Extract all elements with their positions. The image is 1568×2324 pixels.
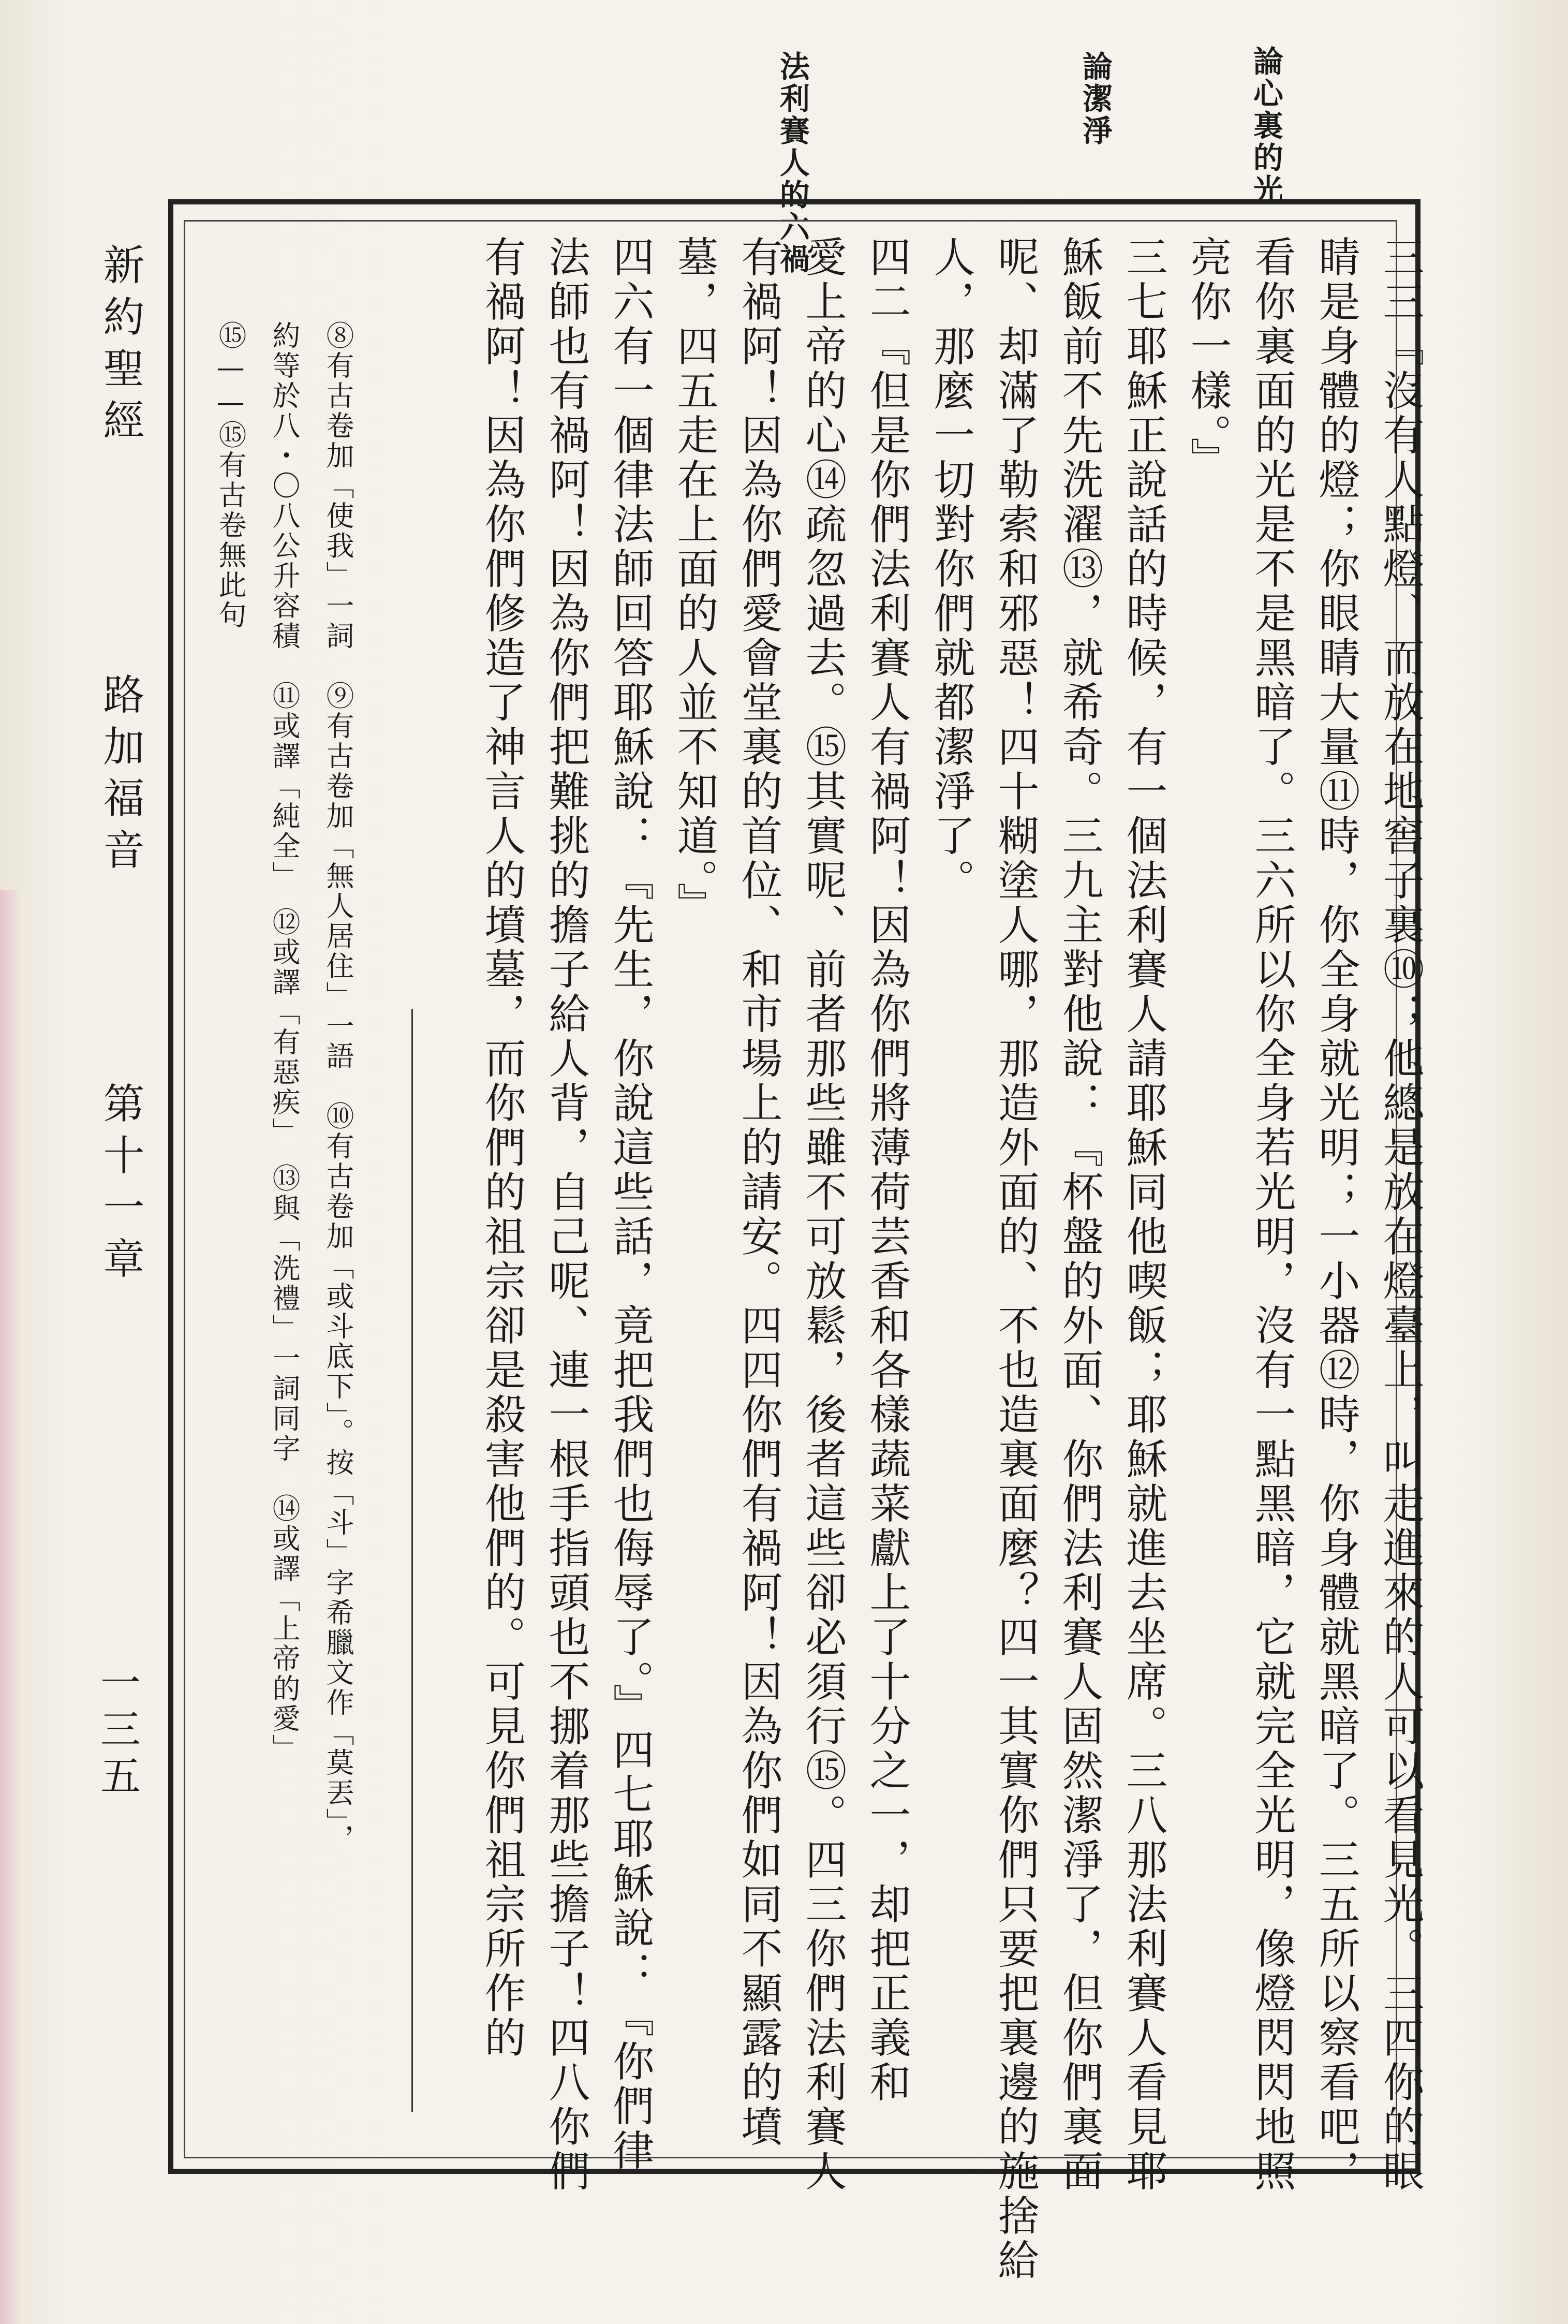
footnote-column: ⑮——⑮有古卷無此句: [214, 321, 247, 630]
footnotes: [197, 321, 358, 2143]
footnote-separator: [411, 1009, 413, 2112]
text-column: 睛是身體的燈；你眼睛大量⑪時，你全身就光明；一小器⑫時，你身體就黑暗了。三五所以察看吧，: [1312, 236, 1360, 2194]
text-column: 愛上帝的心⑭疏忽過去。⑮其實呢、前者那些雖不可放鬆，後者這些卻必須行⑮。四三你們法利賽人: [798, 236, 847, 2194]
text-column: 墓，四五走在上面的人並不知道。』: [670, 236, 718, 927]
chapter-title: 第十一章: [96, 1082, 144, 1289]
book-title: 新約聖經: [96, 243, 144, 450]
text-column: 呢、却滿了勒索和邪惡！四十糊塗人哪，那造外面的、不也造裏面麼？四一其實你們只要把裏邊的施捨給: [991, 236, 1039, 2283]
text-column: 穌飯前不先洗濯⑬，就希奇。三九主對他說：『杯盤的外面、你們法利賽人固然潔淨了，但你們裏面: [1055, 236, 1103, 2194]
text-column: 法師也有禍阿！因為你們把難挑的擔子給人背，自己呢、連一根手指頭也不挪着那些擔子！四八你們: [542, 236, 590, 2194]
page-edge-stain: [0, 890, 21, 2324]
text-column: 人，那麼一切對你們就都潔淨了。: [927, 236, 975, 903]
text-column: 三三『沒有人點燈、而放在地窖子裏⑩；他總是放在燈臺上，叫走進來的人可以看見光。三四你的眼: [1376, 236, 1424, 2194]
text-column: 四二『但是你們法利賽人有禍阿！因為你們將薄荷芸香和各樣蔬菜獻上了十分之一，却把正義和: [863, 236, 911, 2105]
text-column: 看你裏面的光是不是黑暗了。三六所以你全身若光明，沒有一點黑暗，它就完全光明，像燈閃閃地照: [1248, 236, 1296, 2194]
footnote-column: 約等於八・〇八公升容積 ⑪或譯「純全」 ⑫或譯「有惡疾」 ⑬與「洗禮」一詞同字 ⑭或譯「上帝的愛」: [268, 321, 301, 1764]
footnote-column: ⑧有古卷加「使我」一詞 ⑨有古卷加「無人居住」一語 ⑩有古卷加「或斗底下」。按「斗」字希臘文作「莫丟」，: [322, 321, 354, 1854]
page-number: 一三五: [94, 1661, 140, 1801]
gospel-title: 路加福音: [96, 673, 144, 880]
text-column: 有禍阿！因為你們愛會堂裏的首位、和市場上的請安。四四你們有禍阿！因為你們如同不顯露的墳: [734, 236, 782, 2150]
main-text-body: [458, 236, 1424, 2283]
side-note-cleanliness: 論潔淨: [1077, 51, 1113, 147]
side-note-inner-light: 論心裏的光: [1248, 46, 1283, 206]
text-column: 三七耶穌正說話的時候，有一個法利賽人請耶穌同他喫飯；耶穌就進去坐席。三八那法利賽人看見耶: [1119, 236, 1167, 2194]
side-note-six-woes: 法利賽人的六禍: [774, 51, 810, 275]
text-column: 有禍阿！因為你們修造了神言人的墳墓，而你們的祖宗卻是殺害他們的。可見你們祖宗所作的: [478, 236, 526, 2061]
text-column: 四六有一個律法師回答耶穌說：『先生，你說這些話，竟把我們也侮辱了。』四七耶穌說：『你們律: [606, 236, 654, 2173]
text-column: 亮你一樣。』: [1184, 236, 1232, 482]
